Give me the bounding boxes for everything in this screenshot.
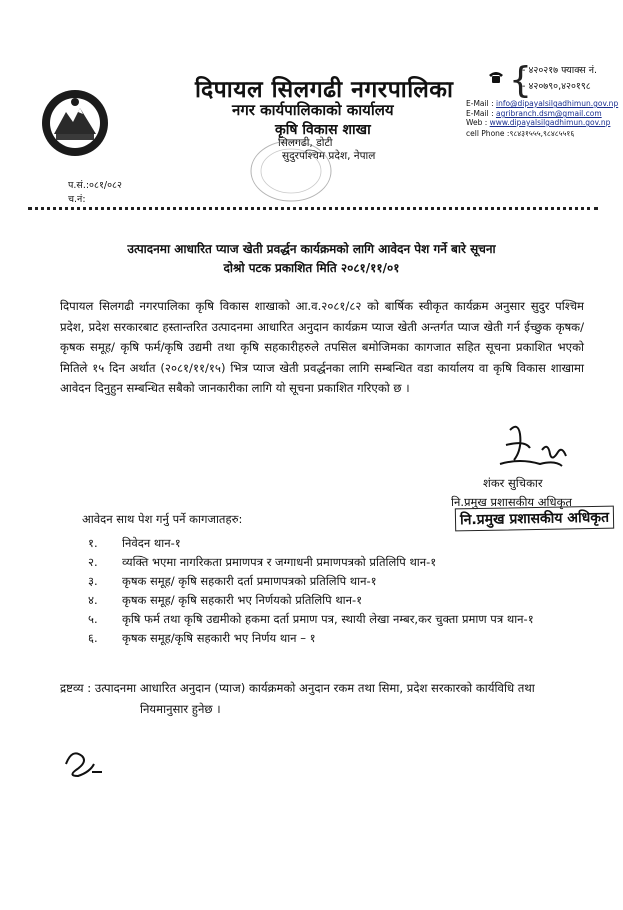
- province: सुदुरपश्चिम प्रदेश, नेपाल: [282, 150, 376, 162]
- contact-web: Web : www.dipayalsilgadhimun.gov.np: [466, 118, 611, 127]
- dispatch-number: च.नं:: [68, 194, 86, 205]
- initials-icon: [58, 742, 108, 782]
- header-divider: [28, 207, 598, 210]
- note-line-2: नियमानुसार हुनेछ ।: [140, 702, 221, 716]
- phone-icon: [488, 70, 504, 84]
- phone-number-1: - ४२०२१७ फ्याक्स नं.: [522, 65, 598, 76]
- letter-ref-number: प.सं.:०८१/०८२: [68, 180, 122, 191]
- municipality-logo-icon: [40, 88, 110, 158]
- list-item: १. निवेदन थान-१: [88, 536, 181, 550]
- signature-icon: [470, 420, 590, 475]
- list-item: ४. कृषक समूह/ कृषि सहकारी भए निर्णयको प्रतिलिपि थान-१: [88, 593, 363, 607]
- notice-body: दिपायल सिलगढी नगरपालिका कृषि विकास शाखाको आ.व.२०८१/८२ को बार्षिक स्वीकृत कार्यक्रम अनुसार सुदुर पश्चिम प्रदेश, प्रदेश सरकारबाट हस्तान्तरित उत्पादनमा आधारित अनुदान कार्यक्रम प्याज खेती अन्तर्गत प्याज खेती गर्न ईच्छुक कृषक/कृषक समूह/ कृषि फर्म/कृषि उद्यमी तथा कृषि सहकारीहरुले तपसिल बमोजिमका कागजात सहित सूचना प्रकाशित भएको मितिले १५ दिन अर्थात (२०८१/११/१५) भित्र प्याज खेती प्रवर्द्धनका लागि सम्बन्धित वडा कार्यालय वा कृषि विकास शाखामा आवेदन दिनुहुन सम्बन्धित सबैको जानकारीका लागि यो सूचना प्रकाशित गरिएको छ ।: [60, 299, 584, 396]
- municipality-name: दिपायल सिलगढी नगरपालिका: [195, 77, 454, 103]
- list-item: ६. कृषक समूह/कृषि सहकारी भए निर्णय थान – १: [88, 631, 316, 645]
- note-line-1: द्रष्टव्य : उत्पादनमा आधारित अनुदान (प्याज) कार्यक्रमको अनुदान रकम तथा सिमा, प्रदेश सरकारको कार्यविधि तथा: [60, 681, 535, 695]
- list-item: ३. कृषक समूह/ कृषि सहकारी दर्ता प्रमाणपत्रको प्रतिलिपि थान-१: [88, 574, 377, 588]
- list-item: ५. कृषि फर्म तथा कृषि उद्यमीको हकमा दर्ता प्रमाण पत्र, स्थायी लेखा नम्बर,कर चुक्ता प्रमाण पत्र थान-१: [88, 612, 534, 626]
- office-name: नगर कार्यपालिकाको कार्यालय: [232, 101, 394, 119]
- office-seal-icon: [246, 136, 336, 206]
- phone-brace: {: [509, 60, 532, 101]
- branch-name: कृषि विकास शाखा: [275, 122, 371, 138]
- publish-date: दोश्रो पटक प्रकाशित मिति २०८१/११/०१: [223, 261, 400, 275]
- email-link[interactable]: info@dipayalsilgadhimun.gov.np: [495, 99, 619, 108]
- phone-number-2: - ४२०७९०,४२०१९८: [522, 81, 591, 92]
- contact-email-agri: E-Mail : agribranch.dsm@gmail.com: [466, 109, 602, 118]
- designation-stamp: नि.प्रमुख प्रशासकीय अधिकृत: [455, 506, 614, 532]
- signatory-name: शंकर सुचिकार: [483, 476, 543, 490]
- address: सिलगढी, डोटी: [278, 137, 333, 149]
- email-link[interactable]: agribranch.dsm@gmail.com: [495, 109, 602, 118]
- contact-email-info: E-Mail : info@dipayalsilgadhimun.gov.np: [466, 99, 619, 108]
- note-block: [60, 678, 580, 720]
- list-item: २. व्यक्ति भएमा नागरिकता प्रमाणपत्र र जग्गाधनी प्रमाणपत्रको प्रतिलिपि थान-१: [88, 555, 437, 569]
- contact-cell: cell Phone :९८४३१५५५,९८४८५५१६: [466, 129, 575, 138]
- web-link[interactable]: www.dipayalsilgadhimun.gov.np: [489, 118, 611, 127]
- notice-subject: उत्पादनमा आधारित प्याज खेती प्रवर्द्धन कार्यक्रमको लागि आवेदन पेश गर्ने बारे सूचना: [127, 242, 496, 256]
- documents-heading: आवेदन साथ पेश गर्नु पर्ने कागजातहरु:: [82, 512, 243, 526]
- signatory-position: नि.प्रमुख प्रशासकीय अधिकृत: [451, 495, 572, 509]
